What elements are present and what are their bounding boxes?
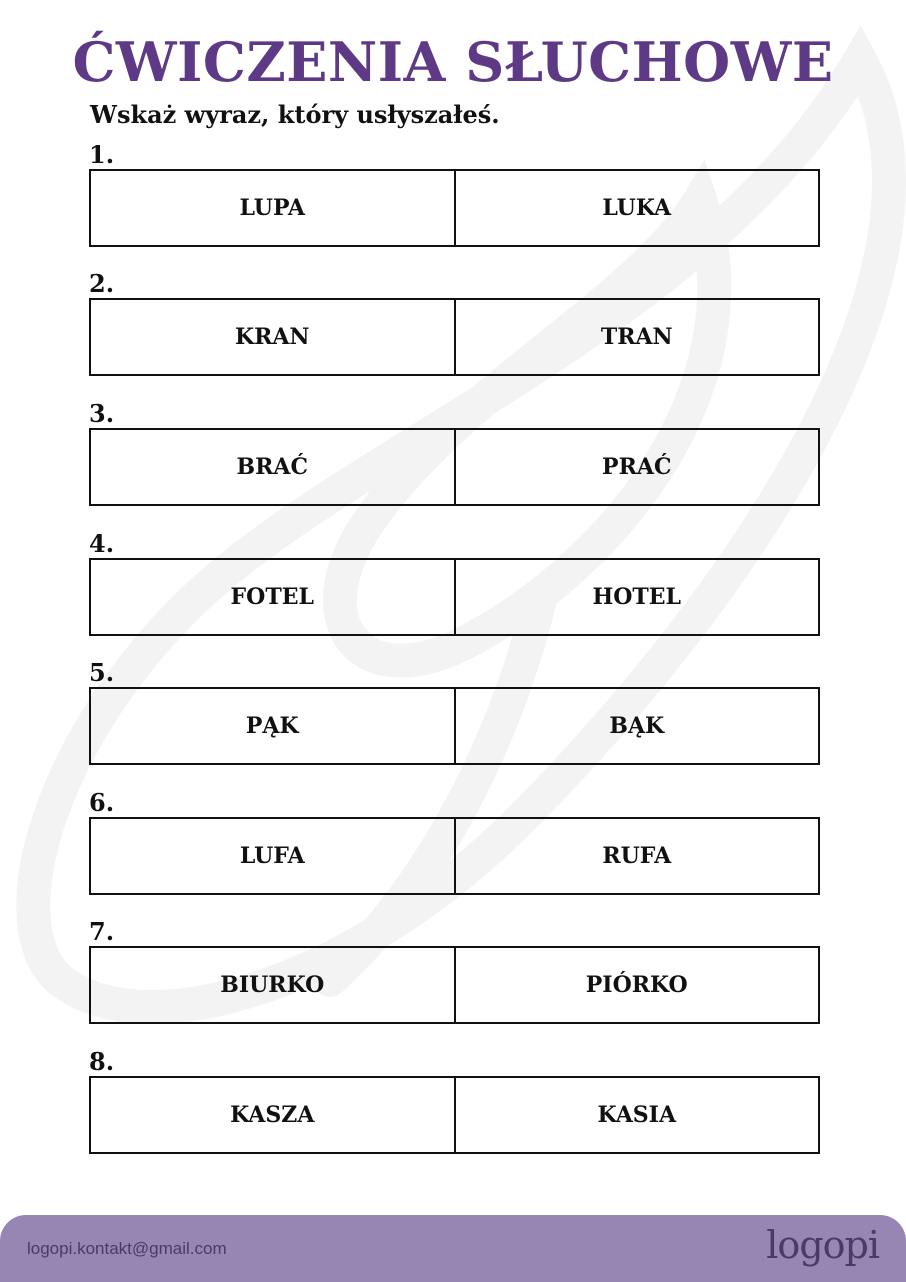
option-left[interactable]: LUPA xyxy=(91,171,456,245)
option-left[interactable]: KRAN xyxy=(91,300,456,374)
item-number: 3. xyxy=(89,399,115,428)
option-left[interactable]: KASZA xyxy=(91,1078,456,1152)
footer-bar xyxy=(0,1215,906,1282)
instruction-text: Wskaż wyraz, który usłyszałeś. xyxy=(90,100,500,129)
option-right[interactable]: RUFA xyxy=(602,843,672,869)
option-right[interactable]: PRAĆ xyxy=(602,454,672,480)
contact-email: logopi.kontakt@gmail.com xyxy=(27,1239,227,1258)
option-left[interactable]: FOTEL xyxy=(91,560,456,634)
item-number: 5. xyxy=(89,658,115,687)
item-number: 4. xyxy=(89,529,115,558)
item-number: 8. xyxy=(89,1047,115,1076)
choice-box xyxy=(89,428,820,506)
choice-box xyxy=(89,298,820,376)
option-right[interactable]: KASIA xyxy=(597,1102,677,1128)
option-right[interactable]: TRAN xyxy=(600,324,673,350)
option-left[interactable]: BRAĆ xyxy=(91,430,456,504)
option-right[interactable]: HOTEL xyxy=(592,584,682,610)
item-number: 7. xyxy=(89,917,115,946)
page-title: ĆWICZENIA SŁUCHOWE xyxy=(72,30,834,94)
item-number: 6. xyxy=(89,788,115,817)
option-right[interactable]: LUKA xyxy=(602,195,672,221)
choice-box xyxy=(89,817,820,895)
choice-box xyxy=(89,687,820,765)
choice-box xyxy=(89,169,820,247)
item-number: 2. xyxy=(89,269,115,298)
option-right[interactable]: PIÓRKO xyxy=(585,972,688,998)
option-left[interactable]: LUFA xyxy=(91,819,456,893)
brand-logo: logopi xyxy=(766,1223,879,1267)
choice-box xyxy=(89,946,820,1024)
choice-box xyxy=(89,1076,820,1154)
option-left[interactable]: PĄK xyxy=(91,689,456,763)
option-right[interactable]: BĄK xyxy=(609,713,665,739)
choice-box xyxy=(89,558,820,636)
option-left[interactable]: BIURKO xyxy=(91,948,456,1022)
item-number: 1. xyxy=(89,140,115,169)
